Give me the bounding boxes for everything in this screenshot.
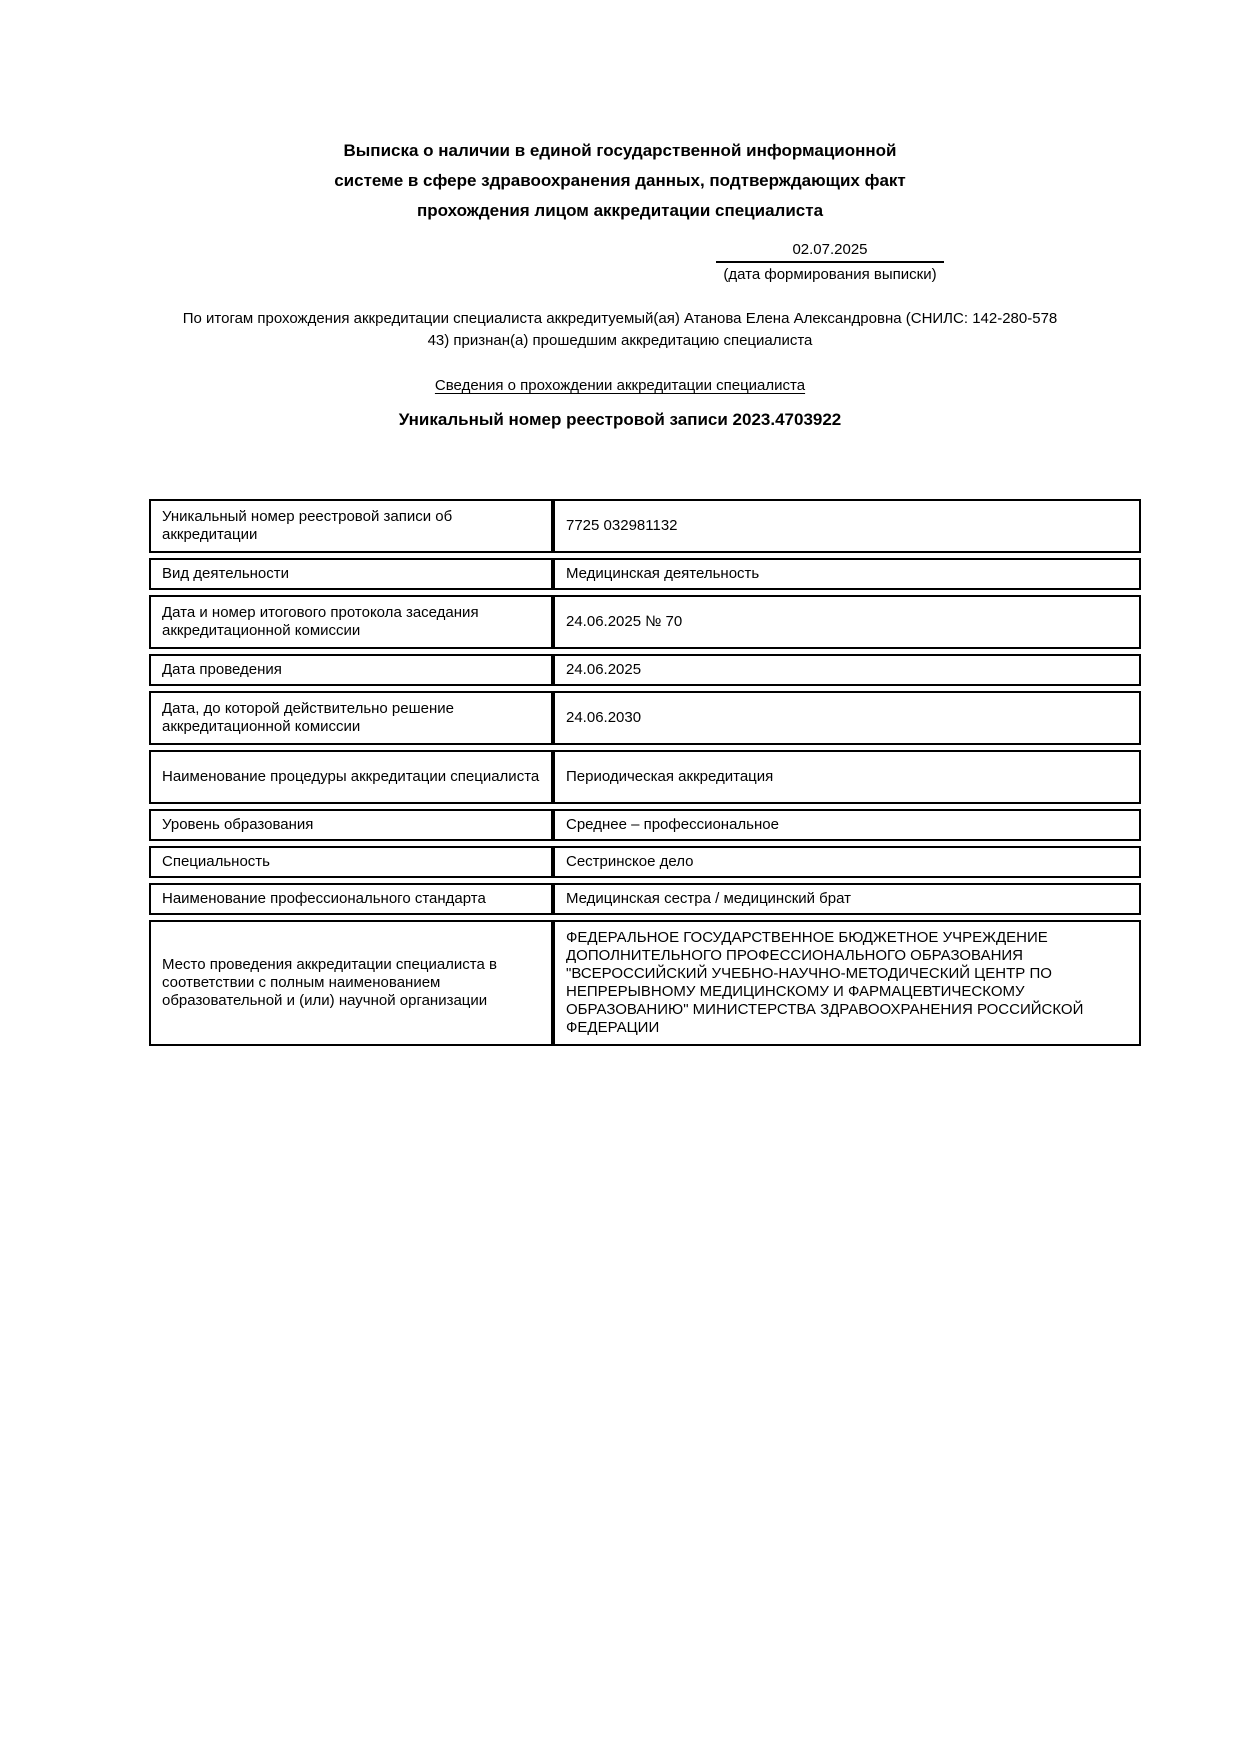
table-row xyxy=(149,691,1141,745)
intro-line: По итогам прохождения аккредитации специалиста аккредитуемый(ая) Атанова Елена Александровна (СНИЛС: 142-280-578 xyxy=(182,310,1058,327)
document-title-line: системе в сфере здравоохранения данных, подтверждающих факт xyxy=(334,171,906,190)
row-label: Наименование профессионального стандарта xyxy=(149,883,553,915)
table-row xyxy=(149,750,1141,804)
accreditation-table xyxy=(149,494,1141,1051)
row-label: Дата проведения xyxy=(149,654,553,686)
row-label: Дата и номер итогового протокола заседания аккредитационной комиссии xyxy=(149,595,553,649)
row-value: Периодическая аккредитация xyxy=(553,750,1141,804)
row-label: Уникальный номер реестровой записи об аккредитации xyxy=(149,499,553,553)
row-label: Специальность xyxy=(149,846,553,878)
document-title-line: Выписка о наличии в единой государственной информационной xyxy=(343,141,897,160)
table-row xyxy=(149,499,1141,553)
document-title xyxy=(0,136,1240,226)
document-title-line: прохождения лицом аккредитации специалиста xyxy=(416,201,824,220)
row-value: Сестринское дело xyxy=(553,846,1141,878)
row-label: Дата, до которой действительно решение аккредитационной комиссии xyxy=(149,691,553,745)
intro-line: 43) признан(а) прошедшим аккредитацию специалиста xyxy=(427,332,813,349)
formation-date-value: 02.07.2025 xyxy=(716,241,944,263)
row-label: Наименование процедуры аккредитации специалиста xyxy=(149,750,553,804)
row-value: 24.06.2025 xyxy=(553,654,1141,686)
formation-date-block xyxy=(716,241,944,283)
row-value: Медицинская сестра / медицинский брат xyxy=(553,883,1141,915)
row-value: 24.06.2025 № 70 xyxy=(553,595,1141,649)
row-label: Вид деятельности xyxy=(149,558,553,590)
table-row xyxy=(149,558,1141,590)
formation-date-caption: (дата формирования выписки) xyxy=(723,266,937,283)
section-heading: Сведения о прохождении аккредитации специалиста xyxy=(434,377,806,394)
row-value: 24.06.2030 xyxy=(553,691,1141,745)
table-row xyxy=(149,809,1141,841)
table-row xyxy=(149,920,1141,1046)
row-value: Среднее – профессиональное xyxy=(553,809,1141,841)
table-row xyxy=(149,654,1141,686)
table-row xyxy=(149,595,1141,649)
row-value: 7725 032981132 xyxy=(553,499,1141,553)
table-row xyxy=(149,883,1141,915)
table-row xyxy=(149,846,1141,878)
row-label: Уровень образования xyxy=(149,809,553,841)
row-label: Место проведения аккредитации специалиста в соответствии с полным наименованием образовательной и (или) научной организации xyxy=(149,920,553,1046)
row-value: ФЕДЕРАЛЬНОЕ ГОСУДАРСТВЕННОЕ БЮДЖЕТНОЕ УЧРЕЖДЕНИЕ ДОПОЛНИТЕЛЬНОГО ПРОФЕССИОНАЛЬНОГО ОБРАЗОВАНИЯ "ВСЕРОССИЙСКИЙ УЧЕБНО-НАУЧНО-МЕТОДИЧЕСКИЙ ЦЕНТР ПО НЕПРЕРЫВНОМУ МЕДИЦИНСКОМУ И ФАРМАЦЕВТИЧЕСКОМУ ОБРАЗОВАНИЮ" МИНИСТЕРСТВА ЗДРАВООХРАНЕНИЯ РОССИЙСКОЙ ФЕДЕРАЦИИ xyxy=(553,920,1141,1046)
intro-paragraph xyxy=(0,308,1240,352)
row-value: Медицинская деятельность xyxy=(553,558,1141,590)
registry-number-heading: Уникальный номер реестровой записи 2023.4703922 xyxy=(398,410,842,429)
